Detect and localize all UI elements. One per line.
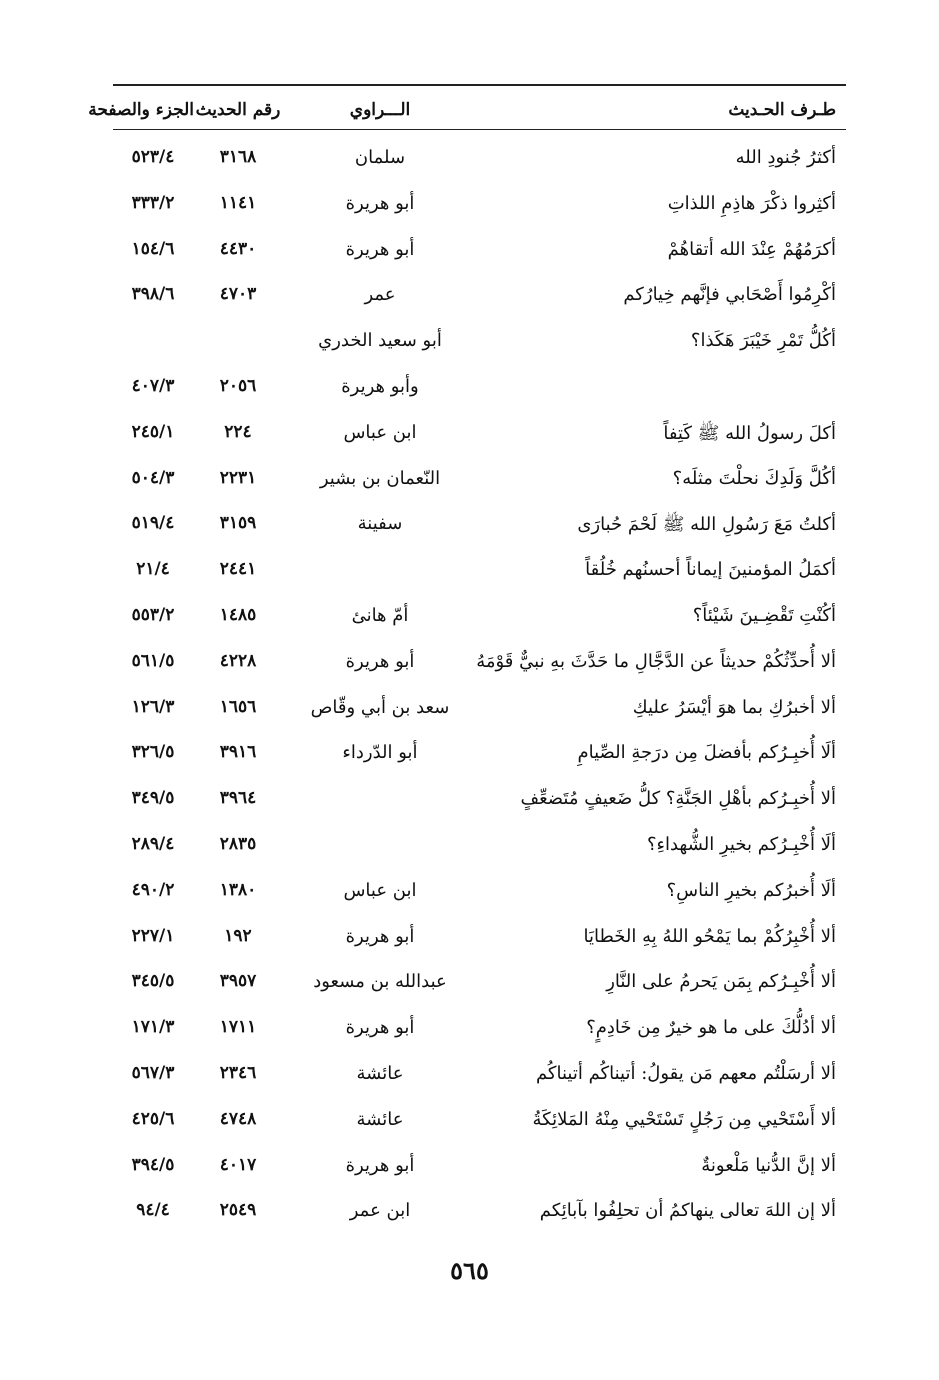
volume-page: ١٧١/٣: [131, 1017, 175, 1038]
table-row: [113, 1143, 846, 1189]
volume-page: ١٢٦/٣: [131, 696, 175, 717]
hadith-number: ٣٩١٦: [219, 742, 257, 763]
volume-page: ٥٢٣/٤: [131, 147, 175, 167]
hadith-number: ٢٢٣١: [219, 467, 257, 488]
header-volume-page: الجزء والصفحة: [88, 100, 194, 120]
volume-page: ٣٣٣/٢: [131, 192, 175, 213]
volume-page: ٢٢٧/١: [131, 925, 175, 946]
rawi-name: عبدالله بن مسعود: [313, 971, 447, 993]
table-header: [88, 96, 846, 126]
table-row: [113, 730, 846, 776]
rawi-name: ابن عباس: [343, 879, 417, 901]
hadith-text: ألَا أُخبِـرُكم بأفضلَ مِن درَجةِ الصِّيامِ: [577, 742, 836, 764]
hadith-number: ٣١٦٨: [219, 147, 257, 167]
hadith-number: ٢٤٤١: [219, 559, 257, 580]
volume-page: ١٥٤/٦: [131, 238, 175, 259]
rawi-name: عمر: [364, 284, 396, 306]
hadith-text: ألا إن اللهَ تعالى ينهاكمُ أن تحلِفُوا بآبائِكم: [539, 1200, 836, 1222]
hadith-number: ٢٥٤٩: [219, 1200, 257, 1221]
hadith-text: أكْرِمُوا أَصْحَابي فإنَّهم خِيارُكم: [623, 284, 836, 306]
hadith-text: أكُلُّ تَمْرِ خَيْبَرَ هَكَذا؟: [690, 330, 836, 352]
hadith-text: ألا أُحدِّثُكُمْ حديثاً عن الدَّجَّالِ ما حَدَّثَ بهِ نبيٌّ قَوْمَهُ: [476, 650, 836, 672]
table-row: [113, 1188, 846, 1234]
volume-page: ٢٤٥/١: [131, 421, 175, 442]
header-rawi: الـــراوي: [349, 100, 411, 120]
hadith-number: ٤٠١٧: [219, 1154, 257, 1175]
hadith-number: ١٧١١: [219, 1017, 257, 1038]
rawi-name: أبو هريرة: [345, 650, 415, 672]
rawi-name: سلمان: [354, 147, 406, 168]
table-row: [113, 410, 846, 456]
header-hadith: طـرف الحـديث: [728, 100, 836, 120]
volume-page: ٥٠٤/٣: [131, 467, 175, 488]
page-number: ٥٦٥: [450, 1256, 489, 1285]
rawi-name: أبو سعيد الخدري: [318, 330, 442, 352]
volume-page: ٥٦١/٥: [131, 650, 175, 671]
table-row: [113, 547, 846, 593]
volume-page: ٢٨٩/٤: [131, 833, 175, 854]
hadith-text: ألا أدُلُّكَ على ما هو خيرٌ مِن خَادِمٍ؟: [586, 1017, 836, 1039]
hadith-text: أكثِروا ذكْرَ هاذِمِ اللذاتِ: [667, 192, 836, 214]
hadith-text: أكثرُ جُنودِ الله: [735, 147, 836, 168]
volume-page: ٣٤٥/٥: [131, 971, 175, 992]
hadith-text: ألا أُخبِـرُكم بأهْلِ الجَنَّةِ؟ كلُّ ضَعيفٍ مُتَضعِّفٍ: [520, 788, 836, 810]
table-row: [113, 227, 846, 273]
hadith-number: ٢٠٥٦: [219, 375, 257, 396]
table-row: [113, 1051, 846, 1097]
table-row: [113, 318, 846, 364]
volume-page: ٣٩٨/٦: [131, 284, 175, 305]
table-row: [113, 868, 846, 914]
rawi-name: ابن عباس: [343, 421, 417, 443]
rawi-name: ابن عمر: [349, 1200, 411, 1222]
hadith-text: ألا أخبرُكِ بما هوَ أيْسَرُ عليكِ: [632, 696, 836, 718]
top-rule: [113, 84, 846, 86]
rawi-name: النّعمان بن بشير: [319, 467, 441, 489]
hadith-text: أكلَ رسولُ الله ﷺ كَتِفاً: [663, 422, 836, 444]
hadith-text: أكُنْتِ تَقْضِـينَ شَيْئاً؟: [692, 604, 836, 626]
volume-page: ٥١٩/٤: [131, 513, 175, 534]
table-row: [113, 685, 846, 731]
volume-page: ٥٥٣/٢: [131, 604, 175, 625]
volume-page: ٣٤٩/٥: [131, 788, 175, 809]
table-row: [113, 1005, 846, 1051]
hadith-number: ٣٩٦٤: [219, 788, 257, 809]
table-row: [113, 776, 846, 822]
table-row: [113, 501, 846, 547]
hadith-number: ٣٩٥٧: [219, 971, 257, 992]
rawi-name: وأبو هريرة: [341, 375, 419, 397]
volume-page: ٤٩٠/٢: [131, 879, 175, 900]
hadith-text: ألا إنَّ الدُّنيا مَلْعونةٌ: [701, 1154, 836, 1176]
volume-page: ٥٦٧/٣: [131, 1062, 175, 1083]
table-row: [113, 914, 846, 960]
rawi-name: أبو هريرة: [345, 238, 415, 260]
hadith-number: ٢٢٤: [224, 421, 252, 442]
hadith-number: ١١٤١: [219, 192, 257, 213]
rawi-name: أبو هريرة: [345, 1017, 415, 1039]
rawi-name: أبو هريرة: [345, 925, 415, 947]
volume-page: ٤٠٧/٣: [131, 375, 175, 396]
hadith-number: ١٣٨٠: [219, 879, 257, 900]
volume-page: ٢١/٤: [136, 559, 170, 580]
hadith-number: ١٤٨٥: [219, 604, 257, 625]
volume-page: ٣٢٦/٥: [131, 742, 175, 763]
hadith-index-table: [113, 135, 846, 1234]
hadith-number: ٤٤٣٠: [219, 238, 257, 259]
rawi-name: سعد بن أبي وقّاص: [310, 696, 450, 718]
hadith-text: أكرَمُهُمْ عِنْدَ الله أتقاهُمْ: [667, 238, 836, 260]
hadith-number: ٢٨٣٥: [219, 833, 257, 854]
table-row: [113, 822, 846, 868]
volume-page: ٩٤/٤: [136, 1200, 170, 1221]
hadith-number: ١٩٢: [224, 925, 252, 946]
table-row: [113, 639, 846, 685]
hadith-number: ١٦٥٦: [219, 696, 257, 717]
table-row: [113, 135, 846, 181]
hadith-text: أكلتُ مَعَ رَسُولِ الله ﷺ لَحْمَ حُبارَى: [577, 514, 836, 536]
hadith-number: ٤٧٠٣: [219, 284, 257, 305]
volume-page: ٤٢٥/٦: [131, 1108, 175, 1129]
hadith-text: ألا أرسَلْتُم معهم مَن يقولُ: أتيناكُم أتيناكُم: [535, 1062, 836, 1084]
table-row: [113, 181, 846, 227]
hadith-text: ألَا أُخبرُكم بخيرِ الناسِ؟: [666, 879, 836, 901]
table-row: [113, 456, 846, 502]
table-row: [113, 959, 846, 1005]
hadith-text: ألا أَسْتَحْيي مِن رَجُلٍ تَسْتَحْيي مِنْهُ المَلائِكَةُ: [532, 1108, 836, 1130]
header-rule: [113, 129, 846, 130]
hadith-number: ٢٣٤٦: [219, 1062, 257, 1083]
rawi-name: عائشة: [356, 1062, 404, 1084]
hadith-text: أكُلَّ وَلَدِكَ نحلْتَ مثلَه؟: [672, 467, 836, 489]
rawi-name: عائشة: [356, 1108, 404, 1130]
header-number: رقم الحديث: [195, 100, 281, 120]
hadith-number: ٤٢٢٨: [219, 650, 257, 671]
hadith-number: ٣١٥٩: [219, 513, 257, 534]
table-row: [113, 364, 846, 410]
rawi-name: أبو هريرة: [345, 192, 415, 214]
hadith-text: ألَا أُخْبِـرُكم بخيرِ الشُّهداءِ؟: [646, 833, 836, 855]
table-row: [113, 272, 846, 318]
rawi-name: أبو هريرة: [345, 1154, 415, 1176]
hadith-text: ألا أُخْبِـرُكم بِمَن يَحرمُ على النَّارِ: [606, 971, 836, 993]
table-row: [113, 593, 846, 639]
table-row: [113, 1097, 846, 1143]
rawi-name: أمّ هانئ: [351, 604, 409, 626]
rawi-name: سفينة: [357, 513, 403, 535]
hadith-text: أكمَلُ المؤمنينَ إيماناً أحسنُهم خُلُقاً: [585, 559, 836, 581]
hadith-text: ألا أُخْبِرُكُمْ بما يَمْحُو اللهُ بِهِ الخَطايَا: [583, 925, 836, 947]
volume-page: ٣٩٤/٥: [131, 1154, 175, 1175]
hadith-number: ٤٧٤٨: [219, 1108, 257, 1129]
rawi-name: أبو الدّرداء: [342, 742, 418, 764]
